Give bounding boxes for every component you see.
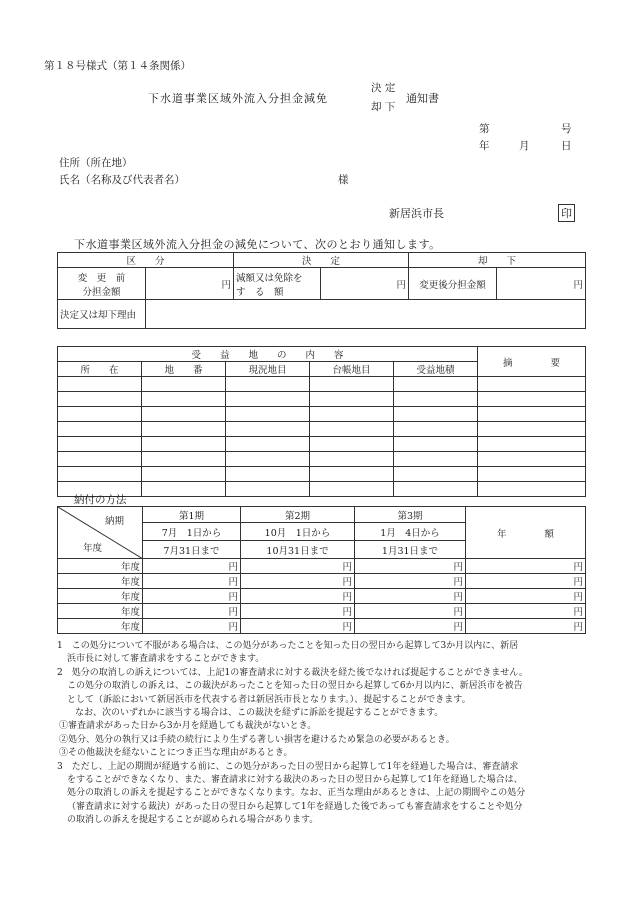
col-registry-category: 台帳地目: [310, 362, 394, 377]
issuer-name: 新居浜市長: [389, 207, 444, 220]
table-row: [58, 437, 586, 452]
remarks-header: 摘 要: [478, 347, 586, 377]
col-area: 受益地積: [394, 362, 478, 377]
table-row: 年度 円 円 円 円: [58, 619, 586, 634]
after-amount-label: 変更後分担金額: [409, 268, 497, 300]
date-year: 年: [479, 140, 490, 152]
date-month: 月: [519, 140, 530, 152]
period-1-from: 7月 1日から: [143, 523, 241, 541]
note-line: 1 この処分について不服がある場合は、この処分があったことを知った日の翌日から起算して3か月以内に、新居: [57, 641, 519, 651]
reduction-amount-yen: 円: [321, 268, 409, 300]
period-2-from: 10月 1日から: [241, 523, 355, 541]
period-1-to: 7月31日まで: [143, 541, 241, 559]
table-row: [58, 482, 586, 497]
table-row: [58, 467, 586, 482]
col-location: 所 在: [58, 362, 142, 377]
table-row: [58, 422, 586, 437]
reason-label: 決定又は却下理由: [58, 300, 146, 329]
before-amount-label: 変 更 前 分担金額: [58, 268, 146, 300]
annual-header: 年 額: [466, 507, 586, 559]
land-table: [57, 346, 586, 497]
table-row: 年度 円 円 円 円: [58, 574, 586, 589]
period-3-name: 第3期: [355, 507, 466, 523]
table-row: [58, 407, 586, 422]
note-line: ②処分、処分の執行又は手続の続行により生ずる著しい損害を避けるため緊急の必要があるとき。: [59, 734, 455, 745]
title-suffix: 通知書: [406, 92, 439, 105]
date-day: 日: [561, 140, 572, 152]
reduction-amount-label: 減額又は免除を す る 額: [234, 268, 321, 300]
note-line: 浜市長に対して審査請求をすることができます。: [67, 654, 265, 665]
title-option-rejection: 却 下: [371, 101, 396, 113]
title-option-decision: 決 定: [371, 82, 396, 94]
col-current-category: 現況地目: [226, 362, 310, 377]
address-label: 住所（所在地）: [59, 157, 133, 169]
table-row: 年度 円 円 円 円: [58, 559, 586, 574]
period-3-to: 1月31日まで: [355, 541, 466, 559]
note-line: として（訴訟において新居浜市を代表する者は新居浜市長となります。）、提起することができます。: [67, 694, 471, 705]
note-line: ①審査請求があった日から3か月を経過しても裁決がないとき。: [59, 721, 317, 732]
note-line: の取消しの訴えを提起することが認められる場合があります。: [67, 815, 319, 826]
name-label: 氏名（名称及び代表者名）: [59, 174, 185, 186]
period-2-name: 第2期: [241, 507, 355, 523]
period-2-to: 10月31日まで: [241, 541, 355, 559]
reason-value: [146, 300, 586, 329]
note-line: （審査請求に対する裁決）があった日の翌日から起算して1年を経過した後であっても審査請求をすることや処分: [67, 801, 523, 812]
table-row: [58, 392, 586, 407]
header-category: 区 分: [58, 253, 234, 268]
honorific: 様: [338, 174, 349, 186]
before-amount-yen: 円: [146, 268, 234, 300]
land-group-header: 受 益 地 の 内 容: [58, 347, 478, 362]
table-row: [58, 377, 586, 392]
notes-section: [57, 640, 597, 828]
payment-table: [57, 506, 586, 634]
decision-table: [57, 252, 586, 329]
corner-cell: [58, 507, 143, 559]
note-line: ③その他裁決を経ないことにつき正当な理由があるとき。: [59, 748, 293, 759]
col-lot-number: 地 番: [142, 362, 226, 377]
payment-title: 納付の方法: [74, 494, 127, 506]
seal-box: 印: [558, 204, 575, 222]
corner-period-label: 納期: [104, 516, 124, 527]
header-decision: 決 定: [234, 253, 409, 268]
document-title: 下水道事業区域外流入分担金減免: [148, 92, 328, 105]
table-row: 年度 円 円 円 円: [58, 589, 586, 604]
table-row: [58, 452, 586, 467]
note-line: 2 処分の取消しの訴えについては、上記1の審査請求に対する裁決を経た後でなければ提起することができません。: [57, 667, 528, 678]
note-line: この処分の取消しの訴えは、この裁決があったことを知った日の翌日から起算して6か月以内に、新居浜市を被告: [67, 681, 523, 692]
after-amount-yen: 円: [497, 268, 586, 300]
period-3-from: 1月 4日から: [355, 523, 466, 541]
corner-year-label: 年度: [83, 543, 103, 554]
period-1-name: 第1期: [143, 507, 241, 523]
number-label: 第: [479, 123, 490, 135]
note-line: 3 ただし、上記の期間が経過する前に、この処分があった日の翌日から起算して1年を経過した場合は、審査請求: [57, 761, 519, 772]
number-suffix: 号: [561, 123, 572, 135]
intro-text: 下水道事業区域外流入分担金の減免について、次のとおり通知します。: [74, 238, 441, 251]
note-line: なお、次のいずれかに該当する場合は、この裁決を経ずに訴訟を提起することができます。: [75, 708, 444, 719]
header-rejection: 却 下: [409, 253, 586, 268]
note-line: をすることができなくなり、また、審査請求に対する裁決のあった日の翌日から起算して1年を経過した場合は、: [67, 775, 523, 786]
form-number: 第１８号様式（第１４条関係）: [44, 60, 191, 72]
note-line: 処分の取消しの訴えを提起することができなくなります。なお、正当な理由があるときは、上記の期間やこの処分: [67, 788, 526, 799]
table-row: 年度 円 円 円 円: [58, 604, 586, 619]
